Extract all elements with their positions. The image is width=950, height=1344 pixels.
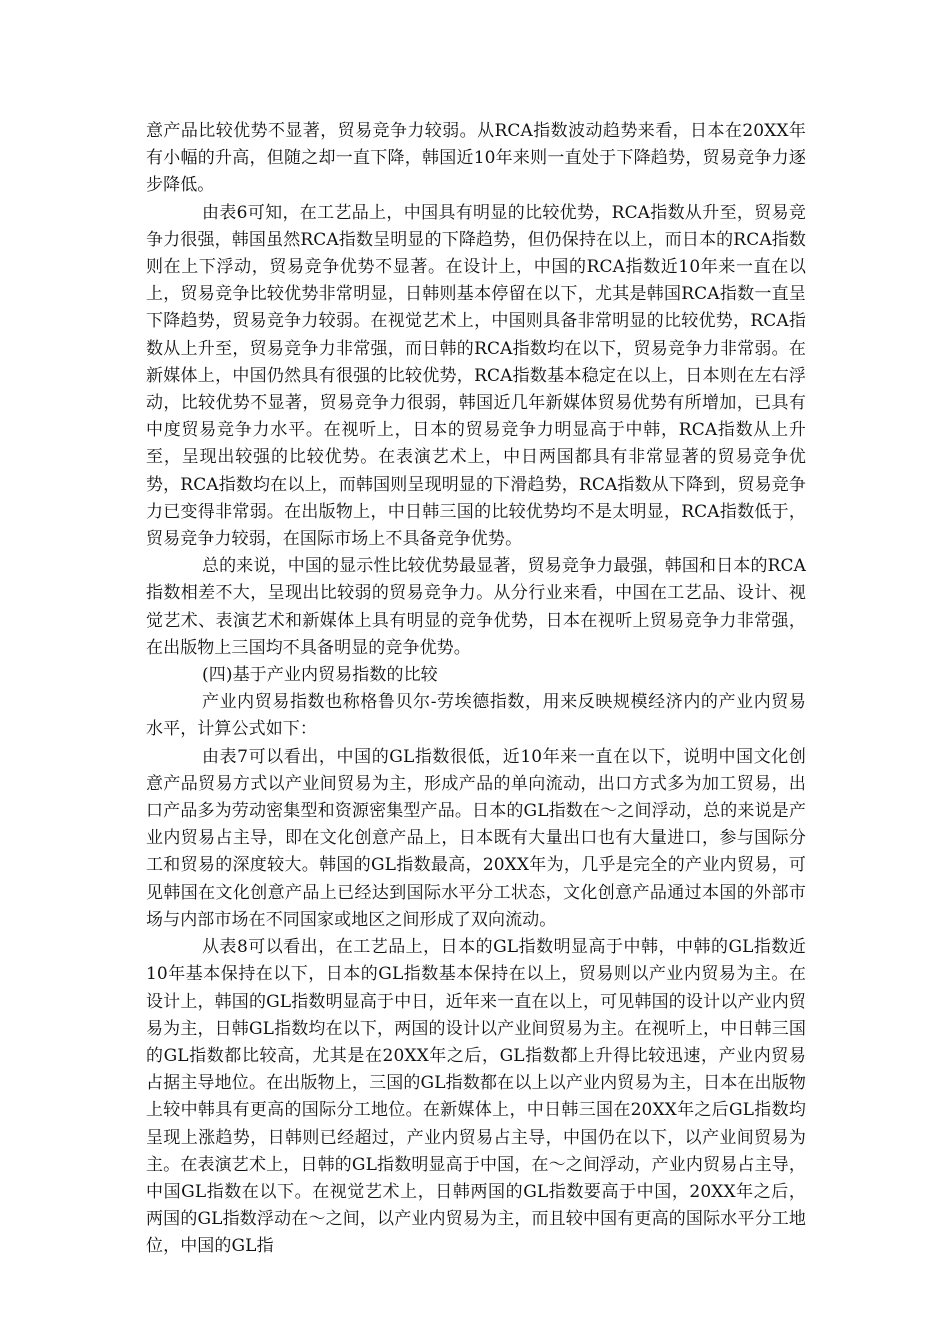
paragraph-table8-gl: 从表8可以看出，在工艺品上，日本的GL指数明显高于中韩，中韩的GL指数近10年基本保持在以下，日本的GL指数基本保持在以上，贸易则以产业内贸易为主。在设计上，韩国的GL指数明显高于中日，近年来一直在以上，可见韩国的设计以产业内贸易为主，日韩GL指数均在以下，两国的设计以产业间贸易为主。在视听上，中日韩三国的GL指数都比较高，尤其是在20XX年之后，GL指数都上升得比较迅速，产业内贸易占据主导地位。在出版物上，三国的GL指数都在以上以产业内贸易为主，日本在出版物上较中韩具有更高的国际分工地位。在新媒体上，中日韩三国在20XX年之后GL指数均呈现上涨趋势，日韩则已经超过，产业内贸易占主导，中国仍在以下，以产业间贸易为主。在表演艺术上，日韩的GL指数明显高于中国，在～之间浮动，产业内贸易占主导，中国GL指数在以下。在视觉艺术上，日韩两国的GL指数要高于中国，20XX年之后，两国的GL指数浮动在～之间，以产业内贸易为主，而且较中国有更高的国际水平分工地位，中国的GL指 [146, 937, 806, 1257]
document-body [146, 118, 806, 1261]
paragraph-table7-gl: 由表7可以看出，中国的GL指数很低，近10年来一直在以下，说明中国文化创意产品贸易方式以产业间贸易为主，形成产品的单向流动，出口方式多为加工贸易，出口产品多为劳动密集型和资源密集型产品。日本的GL指数在～之间浮动，总的来说是产业内贸易占主导，即在文化创意产品上，日本既有大量出口也有大量进口，参与国际分工和贸易的深度较大。韩国的GL指数最高，20XX年为，几乎是完全的产业内贸易，可见韩国在文化创意产品上已经达到国际水平分工状态，文化创意产品通过本国的外部市场与内部市场在不同国家或地区之间形成了双向流动。 [146, 746, 806, 930]
paragraph-table6-rca: 由表6可知，在工艺品上，中国具有明显的比较优势，RCA指数从升至，贸易竞争力很强，韩国虽然RCA指数呈明显的下降趋势，但仍保持在以上，而日本的RCA指数则在上下浮动，贸易竞争优势不显著。在设计上，中国的RCA指数近10年来一直在以上，贸易竞争比较优势非常明显，日韩则基本停留在以下，尤其是韩国RCA指数一直呈下降趋势，贸易竞争力较弱。在视觉艺术上，中国则具备非常明显的比较优势，RCA指数从上升至，贸易竞争力非常强，而日韩的RCA指数均在以下，贸易竞争力非常弱。在新媒体上，中国仍然具有很强的比较优势，RCA指数基本稳定在以上，日本则在左右浮动，比较优势不显著，贸易竞争力很弱，韩国近几年新媒体贸易优势有所增加，已具有中度贸易竞争力水平。在视听上，日本的贸易竞争力明显高于中韩，RCA指数从上升至，呈现出较强的比较优势。在表演艺术上，中日两国都具有非常显著的贸易竞争优势，RCA指数均在以上，而韩国则呈现明显的下滑趋势，RCA指数从下降到，贸易竞争力已变得非常弱。在出版物上，中日韩三国的比较优势均不是太明显，RCA指数低于，贸易竞争力较弱，在国际市场上不具备竞争优势。 [146, 202, 806, 550]
paragraph-continuation: 意产品比较优势不显著，贸易竞争力较弱。从RCA指数波动趋势来看，日本在20XX年有小幅的升高，但随之却一直下降，韩国近10年来则一直处于下降趋势，贸易竞争力逐步降低。 [146, 121, 806, 196]
paragraph-rca-summary: 总的来说，中国的显示性比较优势最显著，贸易竞争力最强，韩国和日本的RCA指数相差不大，呈现出比较弱的贸易竞争力。从分行业来看，中国在工艺品、设计、视觉艺术、表演艺术和新媒体上具有明显的竞争优势，日本在视听上贸易竞争力非常强，在出版物上三国均不具备明显的竞争优势。 [146, 556, 806, 658]
section-heading-gl-index: (四)基于产业内贸易指数的比较 [202, 665, 438, 686]
paragraph-gl-definition: 产业内贸易指数也称格鲁贝尔-劳埃德指数，用来反映规模经济内的产业内贸易水平，计算公式如下： [146, 692, 806, 740]
